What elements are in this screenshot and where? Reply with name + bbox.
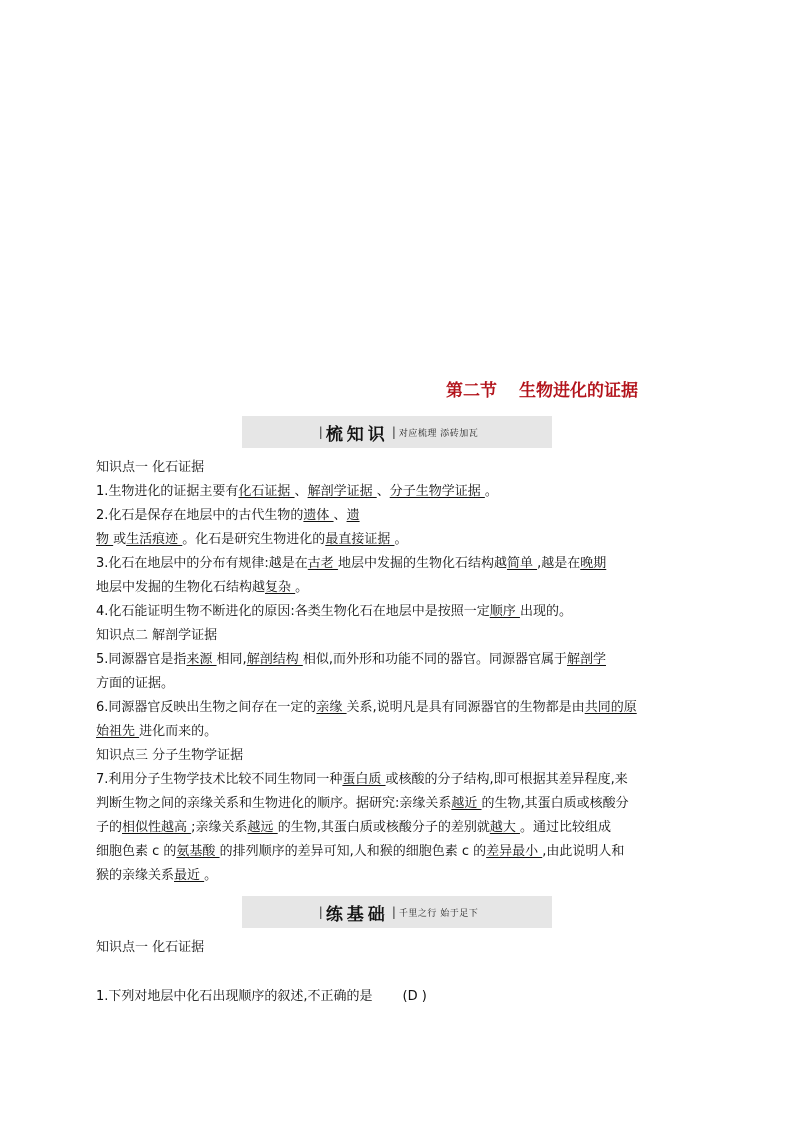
- text-segment: 子的: [96, 820, 123, 835]
- answer-blank: 越近: [451, 796, 482, 811]
- answer-blank: 最近: [174, 868, 205, 883]
- text-segment: 进化而来的。: [139, 724, 218, 739]
- answer-blank: 遗: [346, 508, 360, 523]
- text-segment: 出现的。: [519, 604, 572, 619]
- answer-blank: 解剖结构: [246, 652, 303, 667]
- content-line: [96, 676, 706, 692]
- content-line: [96, 532, 706, 548]
- content-line: [96, 580, 706, 596]
- text-segment: 的生物,其蛋白质或核酸分: [481, 796, 629, 811]
- content-line: [96, 748, 706, 764]
- answer-blank: 亲缘: [316, 700, 347, 715]
- text-segment: 相似,而外形和功能不同的器官。同源器官属于: [302, 652, 567, 667]
- answer-blank: 复杂: [265, 580, 296, 595]
- text-segment: 。: [295, 580, 309, 595]
- answer-blank: 最直接证据: [325, 532, 395, 547]
- answer-blank: 顺序: [489, 604, 520, 619]
- content-line: [96, 868, 706, 884]
- answer-blank: 化石证据: [238, 484, 295, 499]
- text-segment: ,越是在: [537, 556, 581, 571]
- text-segment: ;亲缘关系: [191, 820, 248, 835]
- content-line: [96, 556, 706, 572]
- section-title: 生物进化的证据: [519, 381, 638, 401]
- question-1-answer: (D ): [402, 989, 427, 1004]
- question-1-text: 1.下列对地层中化石出现顺序的叙述,不正确的是: [96, 989, 373, 1004]
- text-segment: 地层中发掘的生物化石结构越: [96, 580, 266, 595]
- text-segment: 或: [113, 532, 127, 547]
- answer-blank: 分子生物学证据: [389, 484, 485, 499]
- answer-blank: 相似性越高: [122, 820, 192, 835]
- text-segment: 方面的证据。: [96, 676, 175, 691]
- answer-blank: 物: [96, 532, 114, 547]
- content-line: [96, 820, 706, 836]
- text-segment: 相同,: [216, 652, 247, 667]
- content-line: [96, 604, 706, 620]
- answer-blank: 遗体: [303, 508, 334, 523]
- banner-practice-title: 练基础: [325, 904, 389, 925]
- text-segment: 细胞色素 c 的: [96, 844, 177, 859]
- content-line: [96, 772, 706, 788]
- text-segment: ,由此说明人和: [542, 844, 625, 859]
- content-line: [96, 460, 706, 476]
- banner-practice: | 练基础 | 千里之行 始于足下: [242, 896, 552, 928]
- page-title: [0, 376, 794, 401]
- text-segment: 判断生物之间的亲缘关系和生物进化的顺序。据研究:亲缘关系: [96, 796, 452, 811]
- content-line: [96, 796, 706, 812]
- text-segment: 或核酸的分子结构,即可根据其差异程度,来: [385, 772, 628, 787]
- content-line: [96, 508, 706, 524]
- banner-knowledge-subtitle: 对应梳理 添砖加瓦: [398, 428, 479, 439]
- text-segment: 。: [394, 532, 408, 547]
- text-segment: 猴的亲缘关系: [96, 868, 175, 883]
- text-segment: 3.化石在地层中的分布有规律:越是在: [96, 556, 308, 571]
- banner-knowledge-title: 梳知识: [325, 424, 389, 445]
- banner-practice-subtitle: 千里之行 始于足下: [398, 908, 479, 919]
- content-line: [96, 700, 706, 716]
- answer-blank: 越远: [247, 820, 278, 835]
- answer-blank: 晚期: [580, 556, 607, 571]
- answer-blank: 生活痕迹: [126, 532, 183, 547]
- banner-knowledge: | 梳知识 | 对应梳理 添砖加瓦: [242, 416, 552, 448]
- answer-blank: 始祖先: [96, 724, 140, 739]
- text-segment: 知识点二 解剖学证据: [96, 628, 218, 643]
- text-segment: 7.利用分子生物学技术比较不同生物同一种: [96, 772, 343, 787]
- question-1: [96, 989, 706, 1005]
- answer-blank: 简单: [506, 556, 538, 571]
- text-segment: 知识点一 化石证据: [96, 460, 205, 475]
- answer-blank: 差异最小: [486, 844, 543, 859]
- text-segment: 知识点三 分子生物学证据: [96, 748, 244, 763]
- text-segment: 。: [204, 868, 218, 883]
- answer-blank: 解剖学证据: [307, 484, 377, 499]
- text-segment: 、: [376, 484, 390, 499]
- text-segment: 关系,说明凡是具有同源器官的生物都是由: [346, 700, 585, 715]
- text-segment: 1.生物进化的证据主要有: [96, 484, 239, 499]
- text-segment: 。: [484, 484, 498, 499]
- text-segment: 。通过比较组成: [519, 820, 611, 835]
- answer-blank: 共同的原: [584, 700, 637, 715]
- text-segment: 、: [333, 508, 347, 523]
- answer-blank: 古老: [307, 556, 338, 571]
- text-segment: 的排列顺序的差异可知,人和猴的细胞色素 c 的: [219, 844, 487, 859]
- answer-blank: 氨基酸: [176, 844, 220, 859]
- content-line: [96, 628, 706, 644]
- text-segment: 2.化石是保存在地层中的古代生物的: [96, 508, 304, 523]
- text-segment: 。化石是研究生物进化的: [182, 532, 326, 547]
- answer-blank: 来源: [186, 652, 217, 667]
- practice-heading: 知识点一 化石证据: [96, 940, 205, 955]
- text-segment: 5.同源器官是指: [96, 652, 187, 667]
- content-line: [96, 484, 706, 500]
- answer-blank: 蛋白质: [342, 772, 386, 787]
- text-segment: 的生物,其蛋白质或核酸分子的差别就: [277, 820, 490, 835]
- content-line: [96, 844, 706, 860]
- answer-blank: 解剖学: [566, 652, 606, 667]
- content-line: [96, 724, 706, 740]
- text-segment: 地层中发掘的生物化石结构越: [337, 556, 507, 571]
- text-segment: 、: [294, 484, 308, 499]
- text-segment: 4.化石能证明生物不断进化的原因:各类生物化石在地层中是按照一定: [96, 604, 490, 619]
- section-number: 第二节: [446, 381, 497, 401]
- content-line: [96, 652, 706, 668]
- answer-blank: 越大: [489, 820, 520, 835]
- text-segment: 6.同源器官反映出生物之间存在一定的: [96, 700, 317, 715]
